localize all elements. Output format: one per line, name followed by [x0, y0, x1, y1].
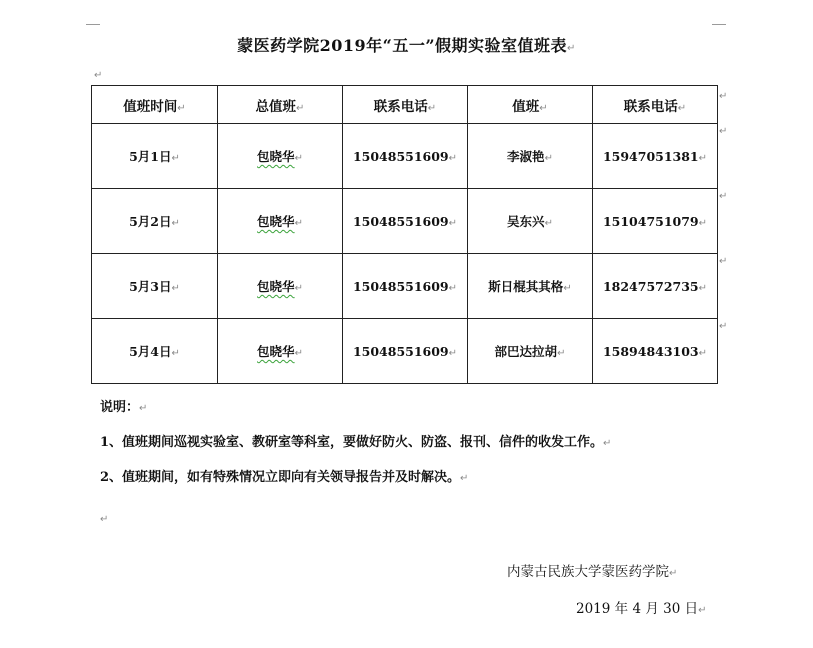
header-label: 联系电话 [623, 98, 678, 115]
cell-text: 5月2日 [129, 214, 172, 229]
paragraph-mark: ↵ [448, 217, 458, 229]
chief-phone-cell[interactable] [343, 254, 468, 319]
cell-text: 15947051381 [602, 148, 699, 164]
paragraph-mark: ↵ [460, 473, 469, 484]
table-row [92, 189, 718, 254]
row-end-mark: ↵ [719, 256, 728, 267]
paragraph-mark: ↵ [448, 152, 458, 164]
paragraph-mark: ↵ [698, 152, 708, 164]
chief-phone-cell[interactable] [343, 319, 468, 384]
header-cell[interactable] [218, 86, 343, 124]
header-label: 值班 [512, 98, 540, 115]
header-cell[interactable] [92, 86, 218, 124]
signature-org-text: 内蒙古民族大学蒙医药学院 [507, 564, 669, 580]
notes-heading[interactable] [100, 396, 147, 415]
table-header-row [92, 86, 718, 124]
duty-cell[interactable] [468, 124, 593, 189]
cell-text: 15048551609 [352, 343, 449, 359]
signature-date[interactable] [576, 597, 706, 617]
cell-text: 包晓华 [257, 214, 295, 229]
paragraph-mark: ↵ [563, 283, 572, 294]
paragraph-mark: ↵ [171, 218, 180, 229]
row-end-mark: ↵ [719, 91, 728, 102]
cell-text: 5月1日 [129, 149, 172, 164]
title-text: 蒙医药学院2019年“五一”假期实验室值班表 [237, 36, 568, 55]
paragraph-mark: ↵ [698, 217, 708, 229]
page-corner-mark-right [712, 24, 726, 25]
cell-text: 15894843103 [602, 343, 699, 359]
chief-phone-cell[interactable] [343, 189, 468, 254]
paragraph-mark: ↵ [296, 102, 305, 114]
cell-text: 吴东兴 [507, 214, 545, 229]
chief-cell[interactable] [218, 124, 343, 189]
duty-phone-cell[interactable] [593, 189, 718, 254]
paragraph-mark: ↵ [677, 102, 687, 114]
paragraph-mark: ↵ [294, 153, 303, 164]
duty-table [91, 85, 718, 384]
paragraph-mark: ↵ [94, 70, 103, 81]
cell-text: 15048551609 [352, 148, 449, 164]
duty-phone-cell[interactable] [593, 319, 718, 384]
chief-cell[interactable] [218, 319, 343, 384]
note-item-2[interactable] [100, 466, 468, 485]
paragraph-mark: ↵ [177, 102, 186, 114]
paragraph-mark: ↵ [294, 283, 303, 294]
cell-text: 包晓华 [257, 149, 295, 164]
duty-cell[interactable] [468, 319, 593, 384]
paragraph-mark: ↵ [294, 218, 303, 229]
paragraph-mark: ↵ [427, 102, 437, 114]
paragraph-mark: ↵ [171, 283, 180, 294]
cell-text: 15048551609 [352, 278, 449, 294]
header-cell[interactable] [343, 86, 468, 124]
paragraph-mark: ↵ [669, 568, 678, 579]
paragraph-mark: ↵ [603, 438, 612, 449]
cell-text: 部巴达拉胡 [494, 344, 558, 359]
duty-cell[interactable] [468, 254, 593, 319]
cell-text: 18247572735 [602, 278, 699, 294]
cell-text: 15104751079 [602, 213, 699, 229]
header-label: 联系电话 [373, 98, 428, 115]
note-item-1[interactable] [100, 431, 611, 450]
header-cell[interactable] [468, 86, 593, 124]
notes-heading-text: 说明： [100, 400, 140, 415]
duty-phone-cell[interactable] [593, 254, 718, 319]
paragraph-mark: ↵ [544, 218, 553, 229]
page-corner-mark-left [86, 24, 100, 25]
paragraph-mark: ↵ [557, 348, 566, 359]
row-end-mark: ↵ [719, 321, 728, 332]
duty-phone-cell[interactable] [593, 124, 718, 189]
table-row [92, 124, 718, 189]
table-row [92, 254, 718, 319]
date-cell[interactable] [92, 319, 218, 384]
paragraph-mark: ↵ [698, 347, 708, 359]
cell-text: 包晓华 [257, 279, 295, 294]
date-cell[interactable] [92, 124, 218, 189]
paragraph-mark: ↵ [698, 282, 708, 294]
header-cell[interactable] [593, 86, 718, 124]
note-text: 2、值班期间，如有特殊情况立即向有关领导报告并及时解决。 [100, 470, 461, 485]
paragraph-mark: ↵ [139, 403, 148, 414]
row-end-mark: ↵ [719, 191, 728, 202]
cell-text: 5月3日 [129, 279, 172, 294]
cell-text: 李淑艳 [507, 149, 545, 164]
cell-text: 15048551609 [352, 213, 449, 229]
chief-phone-cell[interactable] [343, 124, 468, 189]
signature-org[interactable] [507, 560, 677, 580]
cell-text: 5月4日 [129, 344, 172, 359]
paragraph-mark: ↵ [567, 43, 576, 54]
note-text: 1、值班期间巡视实验室、教研室等科室，要做好防火、防盗、报刊、信件的收发工作。 [100, 435, 604, 450]
paragraph-mark: ↵ [171, 348, 180, 359]
header-label: 总值班 [255, 98, 297, 115]
paragraph-mark: ↵ [544, 153, 553, 164]
chief-cell[interactable] [218, 254, 343, 319]
paragraph-mark: ↵ [171, 153, 180, 164]
cell-text: 斯日棍其其格 [488, 279, 564, 294]
paragraph-mark: ↵ [448, 282, 458, 294]
date-cell[interactable] [92, 254, 218, 319]
paragraph-mark: ↵ [294, 348, 303, 359]
header-label: 值班时间 [123, 98, 178, 115]
paragraph-mark: ↵ [448, 347, 458, 359]
duty-cell[interactable] [468, 189, 593, 254]
table-row [92, 319, 718, 384]
signature-date-text: 2019 年 4 月 30 日 [576, 601, 699, 617]
document-title[interactable] [0, 33, 813, 56]
cell-text: 包晓华 [257, 344, 295, 359]
paragraph-mark: ↵ [698, 605, 707, 616]
row-end-mark: ↵ [719, 126, 728, 137]
paragraph-mark: ↵ [539, 102, 548, 114]
paragraph-mark: ↵ [100, 514, 109, 525]
date-cell[interactable] [92, 189, 218, 254]
chief-cell[interactable] [218, 189, 343, 254]
